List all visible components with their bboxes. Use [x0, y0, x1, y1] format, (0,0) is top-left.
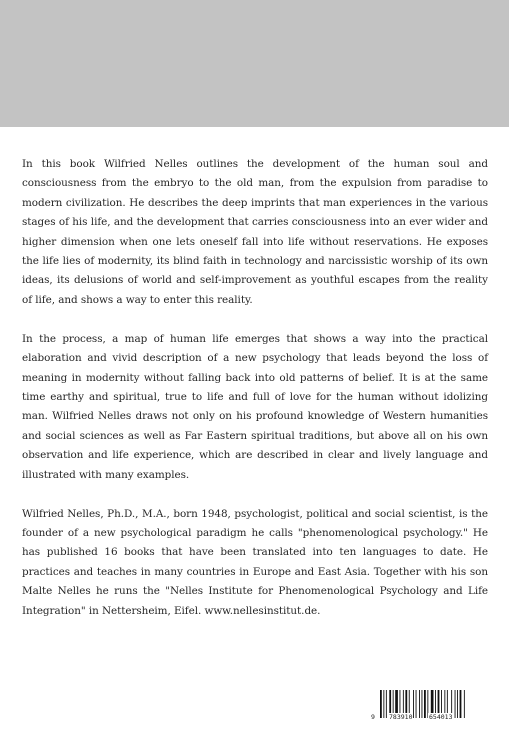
top-gray-band: [0, 0, 509, 127]
barcode-bars: [370, 690, 470, 730]
blurb-paragraph-1: In this book Wilfried Nelles outlines the development of the human soul and consciousness from the embryo to the old man, from the expulsion from paradise to modern civilization. He describes the deep imprints that man experiences in the various stages of his life, and the development that carries consciousness into an ever wider and higher dimension when one lets oneself fall into life without reservations. He exposes the life lies of modernity, its blind faith in technology and narcissistic worship of its own ideas, its delusions of world and self-improvement as youthful escapes from the reality of life, and shows a way to enter this reality.: [22, 158, 488, 306]
barcode-digits-right: 654013: [429, 713, 453, 721]
isbn-barcode: [370, 690, 470, 730]
barcode-digits-left: 783910: [389, 713, 413, 721]
back-cover-text: [22, 155, 488, 640]
author-bio-paragraph: Wilfried Nelles, Ph.D., M.A., born 1948, psychologist, political and social scientist, is the founder of a new psychological paradigm he calls "phenomenological psychology." He has published 16 books that have been translated into ten languages to date. He practices and teaches in many countries in Europe and East Asia. Together with his son Malte Nelles he runs the "Nelles Institute for Phenomenological Psychology and Life Integration" in Nettersheim, Eifel. www.nellesinstitut.de.: [22, 507, 488, 617]
blurb-paragraph-2: In the process, a map of human life emerges that shows a way into the practical elaboration and vivid description of a new psychology that leads beyond the loss of meaning in modernity without falling back into old patterns of belief. It is at the same time earthy and spiritual, true to life and full of love for the human without idolizing man. Wilfried Nelles draws not only on his profound knowledge of Western humanities and social sciences as well as Far Eastern spiritual traditions, but above all on his own observation and life experience, which are described in clear and lively language and illustrated with many examples.: [22, 332, 488, 481]
barcode-digit-first: 9: [371, 713, 375, 721]
